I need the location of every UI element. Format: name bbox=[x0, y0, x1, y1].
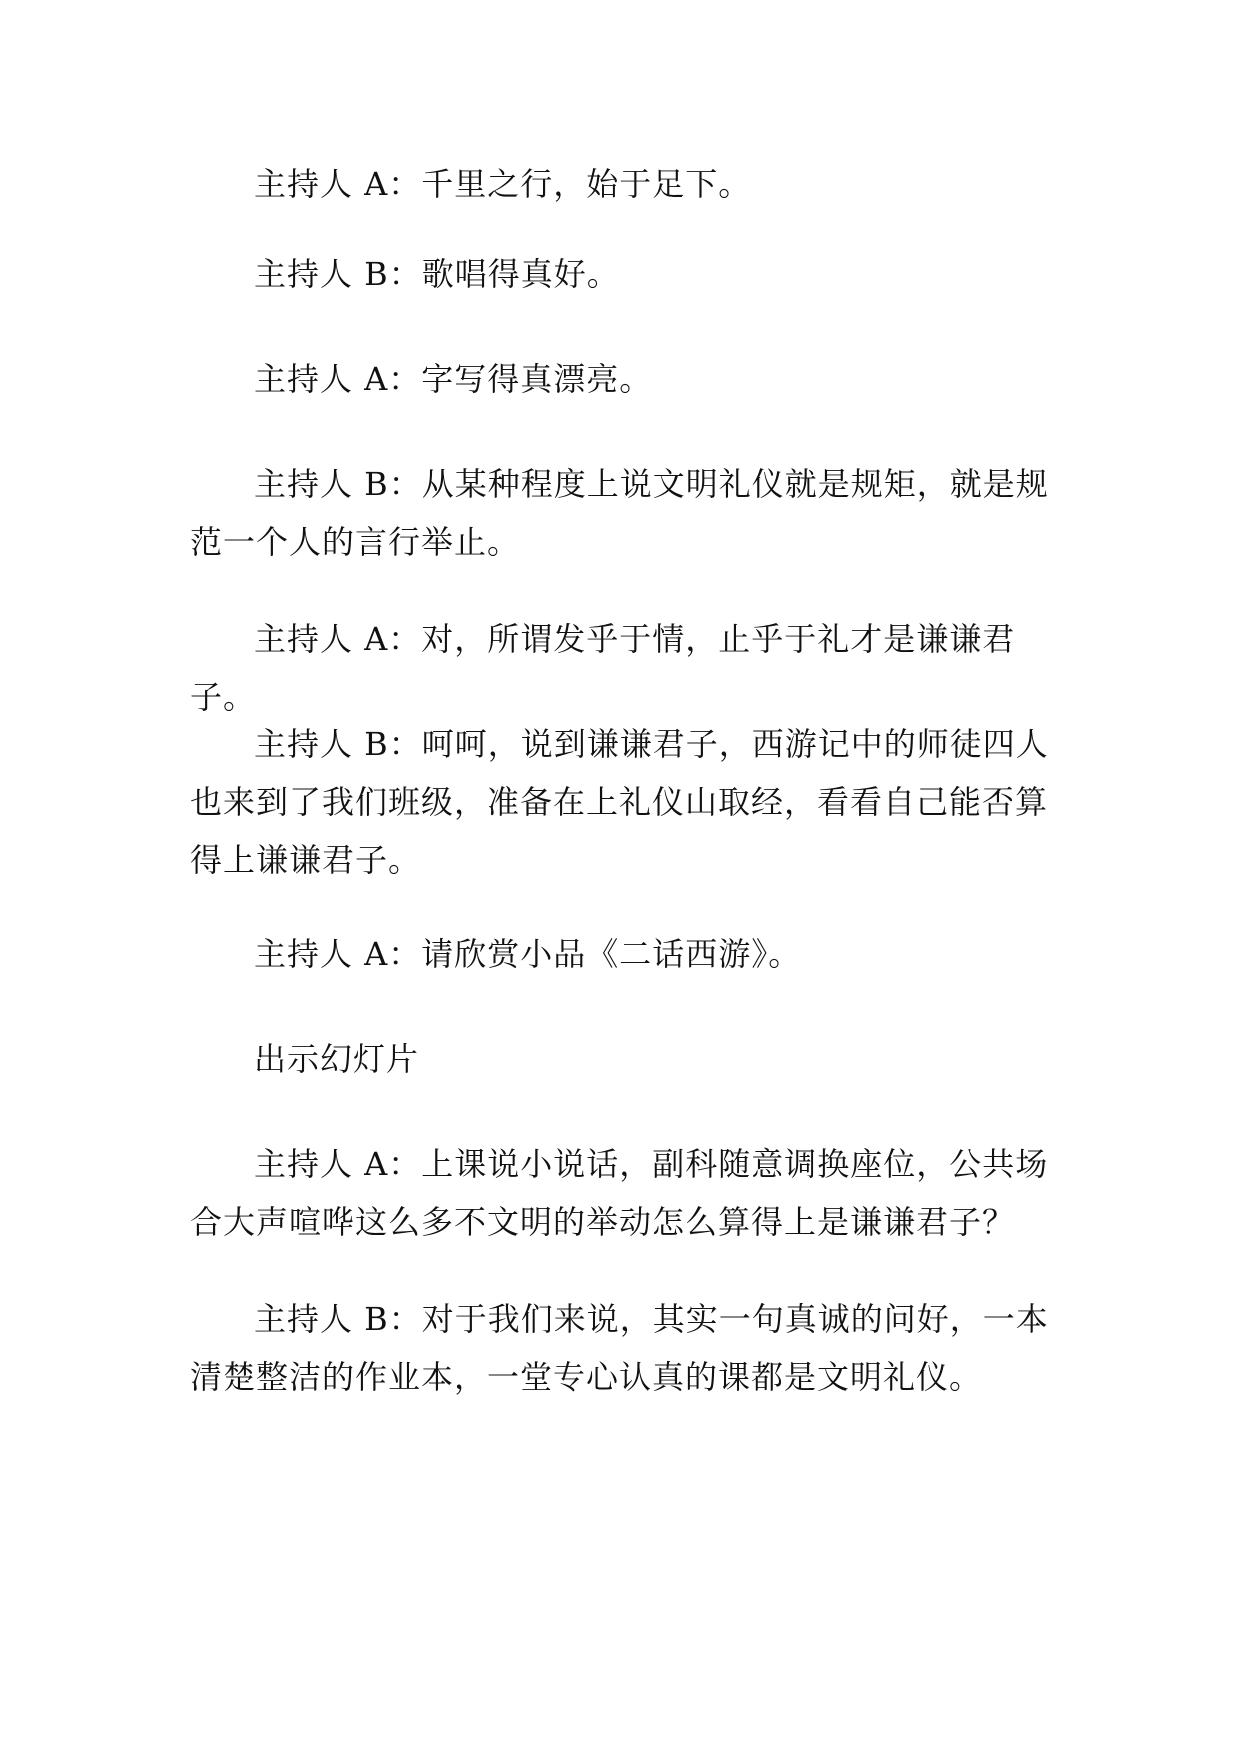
paragraph-6: 主持人 B：呵呵，说到谦谦君子，西游记中的师徒四人也来到了我们班级，准备在上礼仪山取经，看看自己能否算得上谦谦君子。 bbox=[190, 725, 1049, 879]
paragraph-5: 主持人 A：对，所谓发乎于情，止乎于礼才是谦谦君子。 bbox=[190, 620, 1016, 716]
paragraph-8: 出示幻灯片 bbox=[254, 1040, 420, 1078]
paragraph-1: 主持人 A：千里之行，始于足下。 bbox=[254, 165, 752, 203]
paragraph-10: 主持人 B：对于我们来说，其实一句真诚的问好，一本清楚整洁的作业本，一堂专心认真的课都是文明礼仪。 bbox=[190, 1300, 1049, 1396]
paragraph-4: 主持人 B：从某种程度上说文明礼仪就是规矩，就是规范一个人的言行举止。 bbox=[190, 465, 1049, 561]
paragraph-2: 主持人 B：歌唱得真好。 bbox=[254, 255, 620, 293]
paragraph-3: 主持人 A：字写得真漂亮。 bbox=[254, 360, 653, 398]
paragraph-7: 主持人 A：请欣赏小品《二话西游》。 bbox=[254, 935, 802, 973]
paragraph-9: 主持人 A：上课说小说话，副科随意调换座位，公共场合大声喧哗这么多不文明的举动怎么算得上是谦谦君子？ bbox=[190, 1145, 1049, 1241]
